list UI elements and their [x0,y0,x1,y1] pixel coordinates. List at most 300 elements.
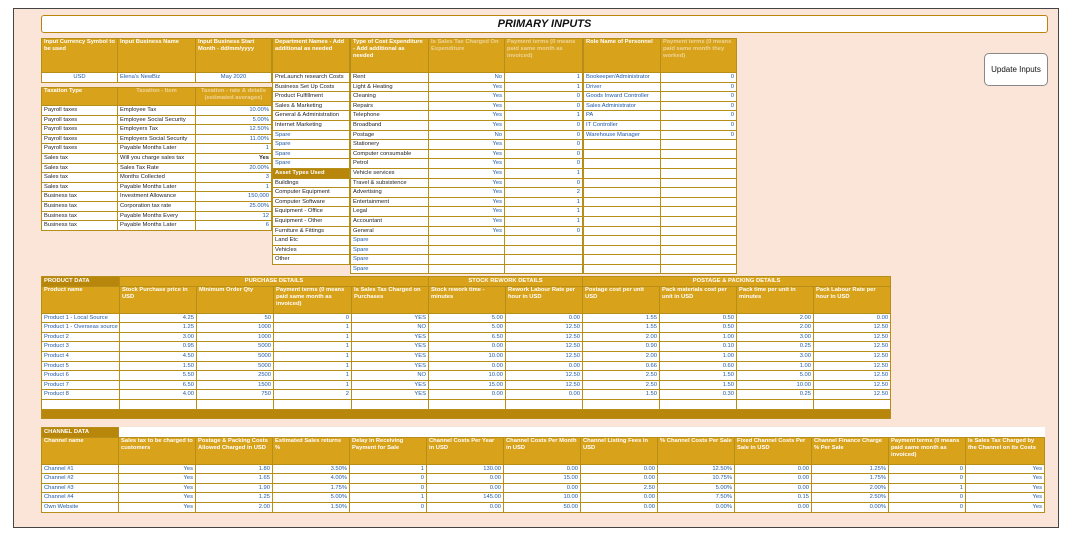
expenditure-type-input[interactable]: Rent [351,73,429,83]
channel-value-input[interactable]: Yes [966,493,1045,503]
product-empty-cell[interactable] [583,399,660,409]
expenditure-type-input[interactable]: Advertising [351,188,429,198]
expenditure-tax-input[interactable]: Yes [429,101,505,111]
product-value-input[interactable]: 0.90 [583,342,660,352]
expenditure-type-input[interactable]: Accountant [351,216,429,226]
product-value-input[interactable]: YES [352,361,429,371]
channel-value-input[interactable]: 10.00 [504,493,581,503]
product-value-input[interactable]: 1.50 [583,390,660,400]
product-value-input[interactable]: 0.00 [429,342,506,352]
channel-value-input[interactable]: 1 [350,493,427,503]
product-value-input[interactable]: 0.66 [583,361,660,371]
expenditure-terms-input[interactable]: 0 [505,159,583,169]
product-value-input[interactable]: 50 [197,313,274,323]
personnel-empty-cell[interactable] [661,236,737,246]
channel-value-input[interactable]: 5.00% [273,493,350,503]
personnel-empty-cell[interactable] [584,149,661,159]
channel-value-input[interactable]: 0.00% [658,502,735,512]
personnel-empty-cell[interactable] [661,207,737,217]
product-value-input[interactable]: 10.00 [429,371,506,381]
product-value-input[interactable]: YES [352,342,429,352]
department-name-input[interactable]: General & Administration [273,111,350,121]
expenditure-terms-input[interactable]: 0 [505,140,583,150]
expenditure-terms-input[interactable] [505,255,583,265]
channel-name-input[interactable]: Channel #3 [42,483,119,493]
product-value-input[interactable]: 0.10 [660,342,737,352]
expenditure-tax-input[interactable]: Yes [429,82,505,92]
expenditure-type-input[interactable]: Broadband [351,120,429,130]
department-name-input[interactable]: Spare [273,130,350,140]
channel-value-input[interactable]: Yes [119,464,196,474]
expenditure-type-input[interactable]: Telephone [351,111,429,121]
expenditure-tax-input[interactable]: Yes [429,216,505,226]
channel-value-input[interactable]: 0 [889,502,966,512]
expenditure-terms-input[interactable]: 1 [505,207,583,217]
expenditure-terms-input[interactable] [505,245,583,255]
expenditure-tax-input[interactable]: Yes [429,168,505,178]
channel-value-input[interactable]: 0.00 [504,483,581,493]
product-value-input[interactable]: 0.95 [120,342,197,352]
product-value-input[interactable]: 1.00 [737,361,814,371]
personnel-empty-cell[interactable] [584,178,661,188]
product-value-input[interactable]: 5.00 [429,313,506,323]
expenditure-terms-input[interactable]: 1 [505,216,583,226]
product-value-input[interactable]: 12.50 [506,351,583,361]
product-value-input[interactable]: 6.50 [120,380,197,390]
expenditure-terms-input[interactable]: 0 [505,178,583,188]
channel-value-input[interactable]: 1 [350,464,427,474]
personnel-role-input[interactable]: Sales Administrator [584,101,661,111]
product-value-input[interactable]: 5.00 [737,371,814,381]
product-name-input[interactable]: Product 1 - Overseas source [42,323,120,333]
expenditure-terms-input[interactable] [505,236,583,246]
channel-value-input[interactable]: 0 [350,502,427,512]
expenditure-tax-input[interactable]: Yes [429,207,505,217]
product-value-input[interactable]: YES [352,351,429,361]
product-value-input[interactable]: 5.00 [429,323,506,333]
product-value-input[interactable]: 0.30 [660,390,737,400]
tax-rate-input[interactable]: Yes [196,153,272,163]
expenditure-tax-input[interactable]: No [429,130,505,140]
expenditure-tax-input[interactable]: Yes [429,197,505,207]
channel-name-input[interactable]: Own Website [42,502,119,512]
expenditure-tax-input[interactable]: Yes [429,159,505,169]
channel-value-input[interactable]: 0.00 [581,502,658,512]
expenditure-tax-input[interactable] [429,255,505,265]
tax-rate-input[interactable]: 6 [196,221,272,231]
tax-rate-input[interactable]: 12.50% [196,125,272,135]
channel-name-input[interactable]: Channel #4 [42,493,119,503]
tax-rate-input[interactable]: 10.00% [196,106,272,116]
product-empty-cell[interactable] [352,399,429,409]
channel-value-input[interactable]: 2.50 [581,483,658,493]
department-name-input[interactable]: Spare [273,159,350,169]
channel-value-input[interactable]: 0.00 [581,464,658,474]
personnel-empty-cell[interactable] [661,197,737,207]
department-name-input[interactable]: Internet Marketing [273,120,350,130]
channel-value-input[interactable]: Yes [966,483,1045,493]
tax-rate-input[interactable]: 1 [196,182,272,192]
product-value-input[interactable]: 3.00 [737,351,814,361]
product-value-input[interactable]: 2.00 [583,332,660,342]
product-value-input[interactable]: 0.00 [429,361,506,371]
tax-rate-input[interactable]: 25.00% [196,201,272,211]
product-value-input[interactable]: 10.00 [737,380,814,390]
personnel-empty-cell[interactable] [661,245,737,255]
product-value-input[interactable]: 1000 [197,323,274,333]
channel-value-input[interactable]: 0 [889,464,966,474]
expenditure-tax-input[interactable]: Yes [429,111,505,121]
business-name-input[interactable]: Elena's NewBiz [118,73,196,83]
expenditure-type-input[interactable]: Postage [351,130,429,140]
personnel-empty-cell[interactable] [661,168,737,178]
product-value-input[interactable]: 1 [274,342,352,352]
department-name-input[interactable]: PreLaunch research Costs [273,73,350,83]
product-value-input[interactable]: 4.00 [120,390,197,400]
personnel-empty-cell[interactable] [584,236,661,246]
product-value-input[interactable]: 1.00 [660,351,737,361]
channel-name-input[interactable]: Channel #2 [42,474,119,484]
product-value-input[interactable]: 0.50 [660,323,737,333]
personnel-empty-cell[interactable] [584,264,661,274]
expenditure-tax-input[interactable]: Yes [429,188,505,198]
channel-value-input[interactable]: 0 [889,493,966,503]
personnel-empty-cell[interactable] [584,159,661,169]
channel-value-input[interactable]: 0.00 [504,464,581,474]
product-value-input[interactable]: 6.50 [429,332,506,342]
product-value-input[interactable]: 10.00 [429,351,506,361]
channel-value-input[interactable]: 1.50% [273,502,350,512]
channel-value-input[interactable]: 1.25% [812,464,889,474]
personnel-role-input[interactable]: Warehouse Manager [584,130,661,140]
product-value-input[interactable]: 1.25 [120,323,197,333]
channel-value-input[interactable]: 0.00 [735,464,812,474]
product-value-input[interactable]: 2.50 [583,371,660,381]
product-value-input[interactable]: 0 [274,313,352,323]
expenditure-terms-input[interactable] [505,264,583,274]
personnel-role-input[interactable]: IT Controller [584,120,661,130]
product-value-input[interactable]: 3.00 [120,332,197,342]
product-name-input[interactable]: Product 4 [42,351,120,361]
personnel-terms-input[interactable]: 0 [661,82,737,92]
personnel-empty-cell[interactable] [661,159,737,169]
expenditure-tax-input[interactable] [429,245,505,255]
expenditure-type-input[interactable]: Petrol [351,159,429,169]
channel-value-input[interactable]: 0.00 [735,474,812,484]
expenditure-tax-input[interactable] [429,264,505,274]
channel-value-input[interactable]: 2.50% [812,493,889,503]
product-name-input[interactable]: Product 5 [42,361,120,371]
channel-value-input[interactable]: 0.00 [427,502,504,512]
product-value-input[interactable]: 12.50 [814,342,891,352]
expenditure-type-input[interactable]: Spare [351,264,429,274]
tax-rate-input[interactable]: 20.00% [196,163,272,173]
expenditure-type-input[interactable]: Cleaning [351,92,429,102]
product-value-input[interactable]: 1500 [197,380,274,390]
channel-value-input[interactable]: 2.00 [196,502,273,512]
product-value-input[interactable]: 12.50 [506,323,583,333]
channel-value-input[interactable]: 7.50% [658,493,735,503]
channel-value-input[interactable]: 0.00% [812,502,889,512]
product-value-input[interactable]: 0.25 [737,390,814,400]
personnel-empty-cell[interactable] [661,188,737,198]
product-value-input[interactable]: 2.00 [737,323,814,333]
personnel-terms-input[interactable]: 0 [661,130,737,140]
expenditure-terms-input[interactable]: 0 [505,120,583,130]
product-value-input[interactable]: 12.50 [506,380,583,390]
personnel-terms-input[interactable]: 0 [661,73,737,83]
channel-value-input[interactable]: 1.90 [196,483,273,493]
product-value-input[interactable]: 1 [274,332,352,342]
channel-value-input[interactable]: 12.50% [658,464,735,474]
product-value-input[interactable]: NO [352,323,429,333]
personnel-terms-input[interactable]: 0 [661,120,737,130]
personnel-role-input[interactable]: Goods Inward Controller [584,92,661,102]
product-name-input[interactable]: Product 6 [42,371,120,381]
channel-value-input[interactable]: 10.75% [658,474,735,484]
product-value-input[interactable]: 0.00 [506,390,583,400]
personnel-empty-cell[interactable] [584,245,661,255]
currency-input[interactable]: USD [42,73,118,83]
channel-value-input[interactable]: 15.00 [504,474,581,484]
product-empty-cell[interactable] [660,399,737,409]
channel-value-input[interactable]: 0 [350,474,427,484]
channel-value-input[interactable]: 0.00 [581,493,658,503]
expenditure-terms-input[interactable]: 0 [505,92,583,102]
channel-value-input[interactable]: 4.00% [273,474,350,484]
product-value-input[interactable]: YES [352,390,429,400]
product-value-input[interactable]: 0.25 [737,342,814,352]
expenditure-tax-input[interactable]: Yes [429,120,505,130]
product-value-input[interactable]: 12.50 [506,342,583,352]
channel-value-input[interactable]: 0 [350,483,427,493]
department-name-input[interactable]: Sales & Marketing [273,101,350,111]
tax-rate-input[interactable]: 11.00% [196,134,272,144]
expenditure-terms-input[interactable]: 0 [505,149,583,159]
product-value-input[interactable]: 2500 [197,371,274,381]
product-value-input[interactable]: 15.00 [429,380,506,390]
product-value-input[interactable]: 4.50 [120,351,197,361]
product-value-input[interactable]: 12.50 [506,371,583,381]
product-value-input[interactable]: YES [352,313,429,323]
product-empty-cell[interactable] [42,399,120,409]
personnel-empty-cell[interactable] [661,178,737,188]
channel-value-input[interactable]: 1.75% [812,474,889,484]
tax-rate-input[interactable]: 3 [196,173,272,183]
department-name-input[interactable]: Product Fulfillment [273,92,350,102]
channel-value-input[interactable]: Yes [119,483,196,493]
personnel-empty-cell[interactable] [584,216,661,226]
expenditure-type-input[interactable]: Legal [351,207,429,217]
channel-value-input[interactable]: 0.00 [581,474,658,484]
product-value-input[interactable]: 12.50 [506,332,583,342]
channel-value-input[interactable]: 0.00 [735,483,812,493]
product-empty-cell[interactable] [274,399,352,409]
tax-rate-input[interactable]: 150,000 [196,192,272,202]
product-value-input[interactable]: 2.00 [583,351,660,361]
expenditure-type-input[interactable]: Spare [351,236,429,246]
expenditure-terms-input[interactable]: 0 [505,130,583,140]
product-empty-cell[interactable] [120,399,197,409]
product-value-input[interactable]: 1.55 [583,313,660,323]
expenditure-type-input[interactable]: Travel & subsistence [351,178,429,188]
channel-value-input[interactable]: 0.15 [735,493,812,503]
expenditure-type-input[interactable]: Spare [351,255,429,265]
personnel-empty-cell[interactable] [661,264,737,274]
channel-value-input[interactable]: Yes [119,493,196,503]
expenditure-tax-input[interactable]: No [429,73,505,83]
channel-value-input[interactable]: 1.80 [196,464,273,474]
product-name-input[interactable]: Product 7 [42,380,120,390]
expenditure-terms-input[interactable]: 1 [505,197,583,207]
personnel-empty-cell[interactable] [661,226,737,236]
expenditure-terms-input[interactable]: 2 [505,188,583,198]
channel-value-input[interactable]: 0.00 [427,483,504,493]
channel-value-input[interactable]: 0.00 [427,474,504,484]
personnel-terms-input[interactable]: 0 [661,101,737,111]
product-value-input[interactable]: 5000 [197,342,274,352]
expenditure-terms-input[interactable]: 1 [505,168,583,178]
expenditure-type-input[interactable]: Computer consumable [351,149,429,159]
product-value-input[interactable]: 1.50 [660,371,737,381]
product-value-input[interactable]: YES [352,332,429,342]
product-value-input[interactable]: 3.00 [737,332,814,342]
expenditure-type-input[interactable]: Light & Heating [351,82,429,92]
channel-value-input[interactable]: Yes [966,464,1045,474]
channel-name-input[interactable]: Channel #1 [42,464,119,474]
product-value-input[interactable]: 2 [274,390,352,400]
department-name-input[interactable]: Business Set Up Costs [273,82,350,92]
product-value-input[interactable]: 5000 [197,351,274,361]
channel-value-input[interactable]: 50.00 [504,502,581,512]
product-value-input[interactable]: 0.00 [814,313,891,323]
personnel-role-input[interactable]: PA [584,111,661,121]
personnel-empty-cell[interactable] [661,216,737,226]
product-value-input[interactable]: YES [352,380,429,390]
product-value-input[interactable]: 1 [274,351,352,361]
personnel-empty-cell[interactable] [661,255,737,265]
product-value-input[interactable]: 1 [274,380,352,390]
tax-rate-input[interactable]: 1 [196,144,272,154]
personnel-role-input[interactable]: Bookeeper/Administrator [584,73,661,83]
product-value-input[interactable]: 12.50 [814,323,891,333]
product-value-input[interactable]: 0.60 [660,361,737,371]
personnel-empty-cell[interactable] [584,188,661,198]
product-value-input[interactable]: 1 [274,371,352,381]
channel-value-input[interactable]: 1.75% [273,483,350,493]
personnel-empty-cell[interactable] [584,168,661,178]
product-name-input[interactable]: Product 2 [42,332,120,342]
product-name-input[interactable]: Product 1 - Local Source [42,313,120,323]
expenditure-terms-input[interactable]: 0 [505,101,583,111]
product-value-input[interactable]: 2.50 [583,380,660,390]
product-value-input[interactable]: 12.50 [814,390,891,400]
product-value-input[interactable]: 12.50 [814,351,891,361]
personnel-role-input[interactable]: Driver [584,82,661,92]
channel-value-input[interactable]: 1 [889,483,966,493]
product-empty-cell[interactable] [506,399,583,409]
expenditure-terms-input[interactable]: 1 [505,111,583,121]
personnel-empty-cell[interactable] [584,140,661,150]
channel-value-input[interactable]: Yes [966,502,1045,512]
product-value-input[interactable]: 1 [274,361,352,371]
expenditure-type-input[interactable]: Spare [351,245,429,255]
channel-value-input[interactable]: 5.00% [658,483,735,493]
product-empty-cell[interactable] [737,399,814,409]
product-value-input[interactable]: 0.00 [506,361,583,371]
product-value-input[interactable]: 1000 [197,332,274,342]
product-value-input[interactable]: 2.00 [737,313,814,323]
personnel-empty-cell[interactable] [584,255,661,265]
product-empty-cell[interactable] [197,399,274,409]
expenditure-terms-input[interactable]: 0 [505,226,583,236]
channel-value-input[interactable]: 145.00 [427,493,504,503]
product-value-input[interactable]: NO [352,371,429,381]
expenditure-type-input[interactable]: Stationery [351,140,429,150]
product-value-input[interactable]: 1.55 [583,323,660,333]
channel-value-input[interactable]: Yes [966,474,1045,484]
tax-rate-input[interactable]: 12 [196,211,272,221]
product-value-input[interactable]: 0.00 [506,313,583,323]
product-empty-cell[interactable] [429,399,506,409]
product-value-input[interactable]: 1.00 [660,332,737,342]
channel-value-input[interactable]: 0 [889,474,966,484]
expenditure-type-input[interactable]: Vehicle services [351,168,429,178]
department-name-input[interactable]: Spare [273,149,350,159]
product-value-input[interactable]: 0.50 [660,313,737,323]
channel-value-input[interactable]: 1.25 [196,493,273,503]
expenditure-tax-input[interactable]: Yes [429,178,505,188]
product-empty-cell[interactable] [814,399,891,409]
expenditure-tax-input[interactable] [429,236,505,246]
expenditure-terms-input[interactable]: 1 [505,73,583,83]
expenditure-tax-input[interactable]: Yes [429,226,505,236]
personnel-empty-cell[interactable] [584,197,661,207]
product-value-input[interactable]: 12.50 [814,361,891,371]
product-value-input[interactable]: 5.50 [120,371,197,381]
expenditure-type-input[interactable]: Entertainment [351,197,429,207]
expenditure-tax-input[interactable]: Yes [429,92,505,102]
channel-value-input[interactable]: Yes [119,502,196,512]
channel-value-input[interactable]: Yes [119,474,196,484]
expenditure-type-input[interactable]: General [351,226,429,236]
channel-value-input[interactable]: 1.65 [196,474,273,484]
channel-value-input[interactable]: 0.00 [735,502,812,512]
expenditure-terms-input[interactable]: 1 [505,82,583,92]
tax-rate-input[interactable]: 5.00% [196,115,272,125]
product-value-input[interactable]: 12.50 [814,380,891,390]
expenditure-type-input[interactable]: Repairs [351,101,429,111]
personnel-empty-cell[interactable] [584,207,661,217]
product-value-input[interactable]: 1.50 [120,361,197,371]
product-value-input[interactable]: 0.00 [429,390,506,400]
expenditure-tax-input[interactable]: Yes [429,140,505,150]
start-month-input[interactable]: May 2020 [196,73,272,83]
product-value-input[interactable]: 12.50 [814,371,891,381]
personnel-terms-input[interactable]: 0 [661,111,737,121]
product-value-input[interactable]: 5000 [197,361,274,371]
channel-value-input[interactable]: 130.00 [427,464,504,474]
personnel-empty-cell[interactable] [584,226,661,236]
expenditure-tax-input[interactable]: Yes [429,149,505,159]
product-name-input[interactable]: Product 3 [42,342,120,352]
product-value-input[interactable]: 1.50 [660,380,737,390]
update-inputs-button[interactable]: Update Inputs [984,53,1048,86]
personnel-empty-cell[interactable] [661,140,737,150]
product-value-input[interactable]: 12.50 [814,332,891,342]
product-value-input[interactable]: 1 [274,323,352,333]
channel-value-input[interactable]: 2.00% [812,483,889,493]
